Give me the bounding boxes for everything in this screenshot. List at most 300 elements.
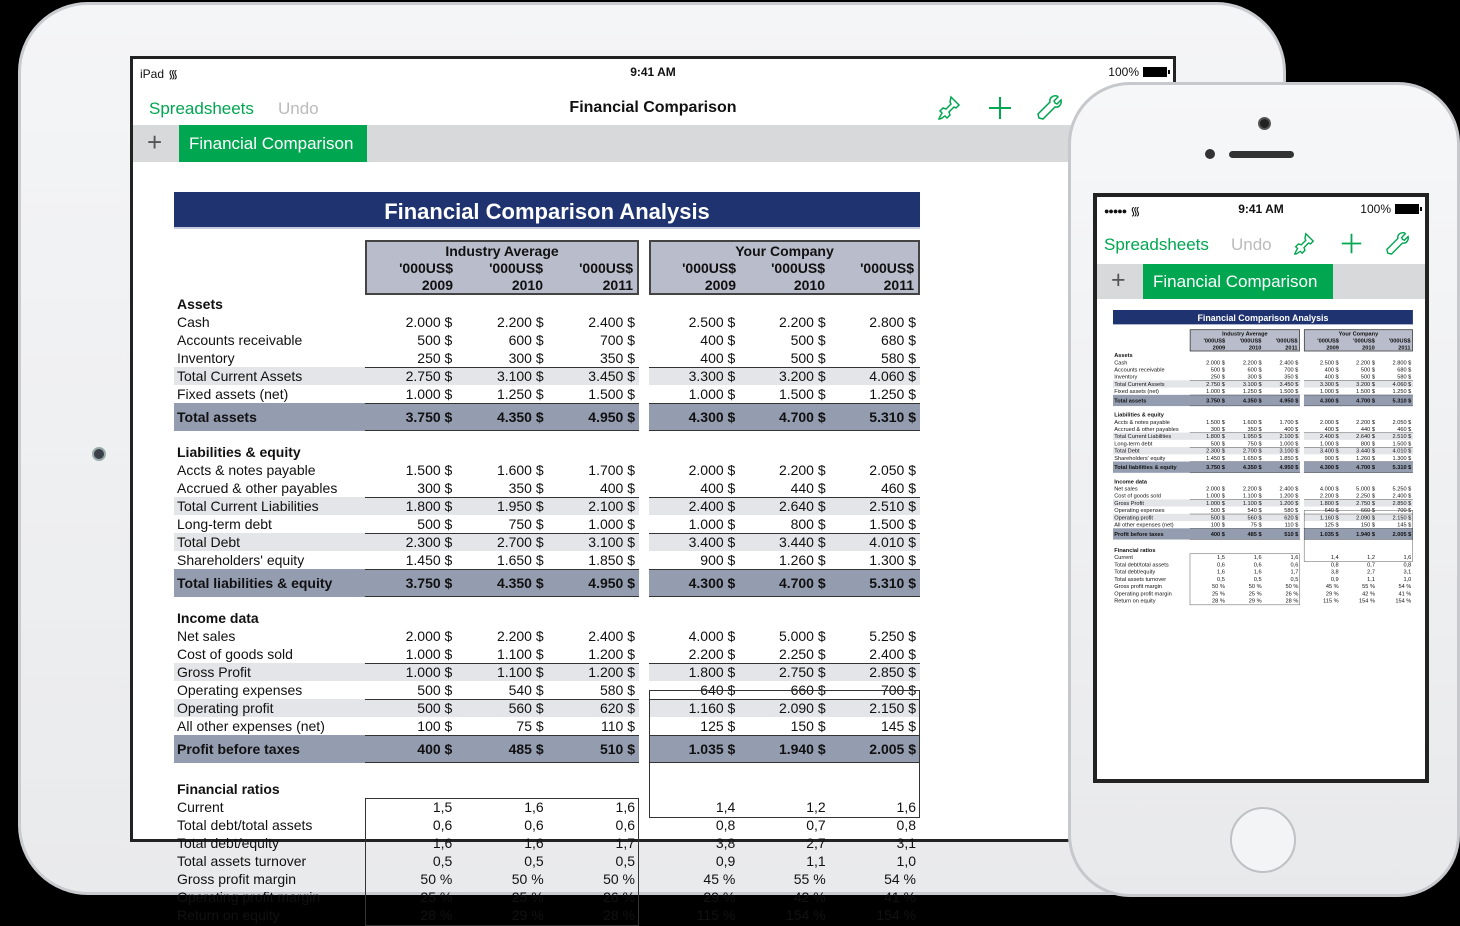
row-label: Gross profit margin xyxy=(1114,583,1162,590)
unit-label: '000US$ xyxy=(651,260,740,277)
section-heading xyxy=(174,295,920,313)
tab-financial-comparison[interactable]: Financial Comparison xyxy=(179,125,367,162)
cell-value: 350 $ xyxy=(548,349,639,367)
cell-value: 1,4 xyxy=(1304,554,1341,561)
cell-value: 42 % xyxy=(739,888,830,906)
cell-value: 4.000 $ xyxy=(648,627,739,645)
cell-value: 115 % xyxy=(1304,597,1341,604)
cell-value: 5.310 $ xyxy=(829,403,920,431)
cell-value: 3.100 $ xyxy=(548,533,639,551)
unit-label: '000US$ xyxy=(547,260,637,277)
table-row xyxy=(174,313,920,331)
cell-value: 2.200 $ xyxy=(1227,359,1264,366)
cell-value: 2.640 $ xyxy=(1340,433,1377,440)
row-label: Total debt/equity xyxy=(177,834,279,852)
table-row xyxy=(1113,359,1413,366)
cell-value: 150 $ xyxy=(1340,521,1377,528)
cell-value: 0,8 xyxy=(829,816,920,834)
add-sheet-button[interactable]: + xyxy=(147,127,162,158)
cell-value: 0,6 xyxy=(1227,561,1264,568)
row-label: Total liabilities & equity xyxy=(1114,462,1176,473)
table-row xyxy=(174,385,920,403)
table-title: Financial Comparison Analysis xyxy=(174,192,920,229)
cell-value: 400 $ xyxy=(648,349,739,367)
iphone-camera xyxy=(1258,117,1271,130)
cell-value: 3,8 xyxy=(648,834,739,852)
wifi-icon: ᯾ xyxy=(168,65,178,82)
cell-value: 580 $ xyxy=(548,681,639,699)
cell-value: 2.750 $ xyxy=(1190,380,1227,387)
cell-value: 1.450 $ xyxy=(365,551,456,569)
ratio-box xyxy=(1304,510,1413,561)
cell-value: 0,6 xyxy=(548,816,639,834)
row-label: Total Current Liabilities xyxy=(177,497,319,515)
cell-value: 500 $ xyxy=(365,515,456,533)
iphone-sensor xyxy=(1205,149,1215,159)
ipad-screen xyxy=(130,56,1176,842)
cell-value: 45 % xyxy=(1304,583,1341,590)
year-row xyxy=(367,277,637,294)
cell-value: 1,6 xyxy=(1190,568,1227,575)
cell-value: 1,6 xyxy=(1376,554,1413,561)
cell-value: 2.200 $ xyxy=(1227,485,1264,492)
row-label: Net sales xyxy=(177,627,235,645)
cell-value: 0,5 xyxy=(1227,575,1264,582)
cell-value: 25 % xyxy=(365,888,456,906)
plus-icon[interactable] xyxy=(987,95,1013,121)
unit-row xyxy=(651,260,918,277)
row-label: Total Current Assets xyxy=(177,367,302,385)
cell-value: 1.160 $ xyxy=(1304,514,1341,521)
cell-value: 3.400 $ xyxy=(648,533,739,551)
cell-value: 2.250 $ xyxy=(1340,492,1377,499)
cell-value: 0,6 xyxy=(457,816,548,834)
cell-value: 2.700 $ xyxy=(1227,447,1264,454)
cell-value: 4.950 $ xyxy=(1263,395,1300,406)
cell-value: 2.750 $ xyxy=(1340,499,1377,506)
cell-value: 600 $ xyxy=(1227,366,1264,373)
year-label: 2011 xyxy=(829,277,918,294)
cell-value: 1.100 $ xyxy=(457,645,548,663)
row-label: Accts & notes payable xyxy=(1114,418,1170,425)
row-label: Profit before taxes xyxy=(177,735,300,763)
status-bar xyxy=(1097,200,1425,218)
cell-value: 125 $ xyxy=(1304,521,1341,528)
row-label: Total debt/total assets xyxy=(177,816,312,834)
table-row xyxy=(174,403,920,431)
cell-value: 2.300 $ xyxy=(365,533,456,551)
cell-value: 500 $ xyxy=(1190,514,1227,521)
group-name: Your Company xyxy=(651,242,918,260)
cell-value: 75 $ xyxy=(457,717,548,735)
row-label: Shareholders' equity xyxy=(1114,454,1165,461)
table-row xyxy=(174,349,920,367)
section-label: Liabilities & equity xyxy=(177,443,301,461)
cell-value: 1.100 $ xyxy=(1227,492,1264,499)
cell-value: 485 $ xyxy=(1227,528,1264,539)
year-label: 2010 xyxy=(1227,344,1263,351)
cell-value: 500 $ xyxy=(739,331,830,349)
cell-value: 1.000 $ xyxy=(648,515,739,533)
row-label: Profit before taxes xyxy=(1114,528,1163,539)
cell-value: 2.000 $ xyxy=(1304,418,1341,425)
cell-value: 2.640 $ xyxy=(739,497,830,515)
cell-value: 1.800 $ xyxy=(1304,499,1341,506)
cell-value: 4.300 $ xyxy=(1304,395,1341,406)
cell-value: 1.700 $ xyxy=(548,461,639,479)
cell-value: 2.250 $ xyxy=(739,645,830,663)
row-label: Total Current Liabilities xyxy=(1114,433,1171,440)
cell-value: 1.500 $ xyxy=(1190,418,1227,425)
year-label: 2009 xyxy=(1191,344,1227,351)
cell-value: 75 $ xyxy=(1227,521,1264,528)
cell-value: 50 % xyxy=(548,870,639,888)
cell-value: 4.010 $ xyxy=(1376,447,1413,454)
cell-value: 1.800 $ xyxy=(648,663,739,681)
cell-value: 2.700 $ xyxy=(457,533,548,551)
cell-value: 0,6 xyxy=(1190,561,1227,568)
cell-value: 2.150 $ xyxy=(829,699,920,717)
spacer xyxy=(174,431,920,443)
cell-value: 1.600 $ xyxy=(1227,418,1264,425)
cell-value: 4.000 $ xyxy=(1304,485,1341,492)
row-label: Accrued & other payables xyxy=(177,479,337,497)
row-label: Fixed assets (net) xyxy=(177,385,288,403)
cell-value: 3.300 $ xyxy=(648,367,739,385)
table-row xyxy=(174,515,920,533)
cell-value: 2.400 $ xyxy=(1376,492,1413,499)
row-label: Total Current Assets xyxy=(1114,380,1164,387)
status-bar xyxy=(133,63,1173,81)
row-label: All other expenses (net) xyxy=(177,717,325,735)
cell-value: 5.250 $ xyxy=(1376,485,1413,492)
cell-value: 350 $ xyxy=(457,479,548,497)
row-label: Total liabilities & equity xyxy=(177,569,332,597)
row-label: Inventory xyxy=(177,349,235,367)
year-row xyxy=(1191,344,1300,351)
clock: 9:41 AM xyxy=(133,65,1173,79)
cell-value: 750 $ xyxy=(1227,440,1264,447)
cell-value: 2.000 $ xyxy=(365,313,456,331)
table-row xyxy=(1113,380,1413,387)
cell-value: 2.050 $ xyxy=(829,461,920,479)
section-label: Financial ratios xyxy=(177,780,280,798)
column-group xyxy=(1304,329,1413,351)
cell-value: 1.000 $ xyxy=(1190,499,1227,506)
table-row xyxy=(174,479,920,497)
group-name: Your Company xyxy=(1305,330,1412,337)
wifi-icon: ᯾ xyxy=(1130,202,1140,219)
spreadsheets-button[interactable]: Spreadsheets xyxy=(1104,235,1209,255)
home-button[interactable] xyxy=(1230,807,1296,873)
cell-value: 5.310 $ xyxy=(1376,395,1413,406)
row-label: Operating expenses xyxy=(177,681,302,699)
unit-label: '000US$ xyxy=(457,260,547,277)
year-label: 2011 xyxy=(1263,344,1299,351)
cell-value: 3,8 xyxy=(1304,568,1341,575)
section-heading xyxy=(174,609,920,627)
row-label: Cost of goods sold xyxy=(1114,492,1161,499)
row-label: Operating profit margin xyxy=(177,888,320,906)
cell-value: 560 $ xyxy=(457,699,548,717)
cell-value: 1,7 xyxy=(1263,568,1300,575)
cell-value: 440 $ xyxy=(1340,425,1377,432)
table-row xyxy=(1113,418,1413,425)
cell-value: 2,7 xyxy=(739,834,830,852)
cell-value: 300 $ xyxy=(1227,373,1264,380)
row-label: Accts & notes payable xyxy=(177,461,316,479)
year-label: 2010 xyxy=(1341,344,1377,351)
iphone-speaker xyxy=(1229,151,1294,158)
cell-value: 400 $ xyxy=(1304,373,1341,380)
cell-value: 154 % xyxy=(739,906,830,924)
cell-value: 55 % xyxy=(739,870,830,888)
section-heading xyxy=(1113,351,1413,358)
cell-value: 700 $ xyxy=(1263,366,1300,373)
row-label: Cost of goods sold xyxy=(177,645,293,663)
cell-value: 440 $ xyxy=(739,479,830,497)
cell-value: 1.850 $ xyxy=(548,551,639,569)
cell-value: 4.700 $ xyxy=(739,403,830,431)
cell-value: 2.100 $ xyxy=(1263,433,1300,440)
cell-value: 0,5 xyxy=(1263,575,1300,582)
cell-value: 2.400 $ xyxy=(548,627,639,645)
cell-value: 145 $ xyxy=(829,717,920,735)
cell-value: 400 $ xyxy=(1304,366,1341,373)
cell-value: 3.400 $ xyxy=(1304,447,1341,454)
table-row xyxy=(174,627,920,645)
tab-financial-comparison[interactable]: Financial Comparison xyxy=(1143,264,1333,299)
cell-value: 29 % xyxy=(457,906,548,924)
table-row xyxy=(1113,425,1413,432)
cell-value: 1.450 $ xyxy=(1190,454,1227,461)
table-row xyxy=(174,569,920,597)
row-label: Gross profit margin xyxy=(177,870,296,888)
cell-value: 300 $ xyxy=(365,479,456,497)
cell-value: 3.440 $ xyxy=(1340,447,1377,454)
cell-value: 1.500 $ xyxy=(1263,388,1300,395)
cell-value: 4.700 $ xyxy=(739,569,830,597)
unit-label: '000US$ xyxy=(829,260,918,277)
cell-value: 1.850 $ xyxy=(1263,454,1300,461)
cell-value: 1.500 $ xyxy=(1340,388,1377,395)
cell-value: 3,1 xyxy=(1376,568,1413,575)
cell-value: 1,7 xyxy=(548,834,639,852)
cell-value: 2.050 $ xyxy=(1376,418,1413,425)
cell-value: 2.100 $ xyxy=(548,497,639,515)
cell-value: 1.940 $ xyxy=(1340,528,1377,539)
cell-value: 1,6 xyxy=(1227,554,1264,561)
cell-value: 4.300 $ xyxy=(648,569,739,597)
cell-value: 0,9 xyxy=(648,852,739,870)
table-row xyxy=(1113,454,1413,461)
cell-value: 1,6 xyxy=(1263,554,1300,561)
row-label: Total assets turnover xyxy=(177,852,306,870)
cell-value: 154 % xyxy=(829,906,920,924)
section-label: Assets xyxy=(1114,351,1132,358)
row-label: Total assets xyxy=(1114,395,1146,406)
group-name: Industry Average xyxy=(1191,330,1300,337)
cell-value: 2.400 $ xyxy=(548,313,639,331)
wrench-icon[interactable] xyxy=(1036,94,1062,120)
cell-value: 2.200 $ xyxy=(648,645,739,663)
cell-value: 50 % xyxy=(1190,583,1227,590)
row-label: Gross Profit xyxy=(177,663,251,681)
cell-value: 640 $ xyxy=(648,681,739,699)
row-label: Accounts receivable xyxy=(1114,366,1164,373)
cell-value: 2.200 $ xyxy=(457,627,548,645)
cell-value: 3.200 $ xyxy=(1340,380,1377,387)
cell-value: 5.310 $ xyxy=(1376,462,1413,473)
cell-value: 1.100 $ xyxy=(457,663,548,681)
row-label: Gross Profit xyxy=(1114,499,1144,506)
cell-value: 1,6 xyxy=(365,834,456,852)
cell-value: 600 $ xyxy=(457,331,548,349)
cell-value: 2.510 $ xyxy=(1376,433,1413,440)
cell-value: 1,4 xyxy=(648,798,739,816)
cell-value: 50 % xyxy=(365,870,456,888)
cell-value: 25 % xyxy=(1190,590,1227,597)
unit-label: '000US$ xyxy=(1263,337,1299,344)
column-group xyxy=(1190,329,1300,351)
table-row xyxy=(1113,388,1413,395)
column-header xyxy=(174,229,920,295)
column-header xyxy=(1113,325,1413,352)
cell-value: 540 $ xyxy=(457,681,548,699)
cell-value: 0,8 xyxy=(648,816,739,834)
cell-value: 2.400 $ xyxy=(1263,485,1300,492)
cell-value: 500 $ xyxy=(1340,366,1377,373)
table-row xyxy=(1113,395,1413,406)
undo-button[interactable]: Undo xyxy=(1231,235,1272,255)
cell-value: 2.005 $ xyxy=(829,735,920,763)
iphone-screen xyxy=(1093,193,1429,783)
cell-value: 250 $ xyxy=(1190,373,1227,380)
unit-label: '000US$ xyxy=(1227,337,1263,344)
row-label: Accrued & other payables xyxy=(1114,425,1178,432)
ipad-camera xyxy=(92,447,106,461)
cell-value: 3.200 $ xyxy=(739,367,830,385)
cell-value: 1.950 $ xyxy=(457,497,548,515)
cell-value: 1.000 $ xyxy=(648,385,739,403)
undo-button[interactable]: Undo xyxy=(278,99,319,119)
cell-value: 2.000 $ xyxy=(1190,485,1227,492)
cell-value: 0,9 xyxy=(1304,575,1341,582)
spreadsheets-button[interactable]: Spreadsheets xyxy=(149,99,254,119)
unit-label: '000US$ xyxy=(740,260,829,277)
cell-value: 2.200 $ xyxy=(1340,359,1377,366)
year-label: 2010 xyxy=(740,277,829,294)
cell-value: 2.400 $ xyxy=(1263,359,1300,366)
wrench-icon[interactable] xyxy=(1385,231,1409,255)
cell-value: 500 $ xyxy=(365,699,456,717)
unit-row xyxy=(1305,337,1412,344)
sheet-tab-bar xyxy=(1097,264,1425,299)
row-label: Total Debt xyxy=(1114,447,1139,454)
cell-value: 2.300 $ xyxy=(1190,447,1227,454)
row-label: Accounts receivable xyxy=(177,331,302,349)
section-label: Assets xyxy=(177,295,223,313)
row-label: Operating profit xyxy=(177,699,274,717)
cell-value: 0,5 xyxy=(1190,575,1227,582)
cell-value: 640 $ xyxy=(1304,507,1341,514)
battery-percent: 100% xyxy=(1108,65,1139,79)
paintbrush-icon[interactable] xyxy=(936,94,962,120)
row-label: Current xyxy=(177,798,224,816)
cell-value: 2.000 $ xyxy=(365,627,456,645)
cell-value: 1.200 $ xyxy=(548,663,639,681)
column-group xyxy=(365,240,639,295)
cell-value: 1.940 $ xyxy=(739,735,830,763)
financial-table xyxy=(174,192,920,924)
cell-value: 1.000 $ xyxy=(1263,440,1300,447)
cell-value: 28 % xyxy=(1263,597,1300,604)
cell-value: 1,6 xyxy=(548,798,639,816)
document-title: Financial Comparison xyxy=(133,99,1173,117)
cell-value: 5.000 $ xyxy=(1340,485,1377,492)
cell-value: 400 $ xyxy=(1304,425,1341,432)
cell-value: 750 $ xyxy=(457,515,548,533)
cell-value: 28 % xyxy=(1190,597,1227,604)
cell-value: 110 $ xyxy=(1263,521,1300,528)
cell-value: 500 $ xyxy=(1190,507,1227,514)
row-label: Shareholders' equity xyxy=(177,551,304,569)
cell-value: 0,6 xyxy=(365,816,456,834)
nav-bar xyxy=(1097,225,1425,265)
unit-row xyxy=(367,260,637,277)
clock: 9:41 AM xyxy=(1097,202,1425,216)
cell-value: 2.200 $ xyxy=(739,313,830,331)
section-heading xyxy=(1113,411,1413,418)
cell-value: 4.060 $ xyxy=(1376,380,1413,387)
cell-value: 900 $ xyxy=(648,551,739,569)
cell-value: 1.260 $ xyxy=(1340,454,1377,461)
plus-icon[interactable] xyxy=(1340,232,1363,255)
cell-value: 460 $ xyxy=(829,479,920,497)
table-row xyxy=(1113,447,1413,454)
paintbrush-icon[interactable] xyxy=(1292,231,1316,255)
cell-value: 1.500 $ xyxy=(739,385,830,403)
table-row xyxy=(1113,373,1413,380)
cell-value: 2.200 $ xyxy=(1340,418,1377,425)
cell-value: 1.250 $ xyxy=(829,385,920,403)
cell-value: 660 $ xyxy=(1340,507,1377,514)
cell-value: 700 $ xyxy=(1376,507,1413,514)
add-sheet-button[interactable]: + xyxy=(1111,266,1126,295)
cell-value: 1.000 $ xyxy=(365,385,456,403)
cell-value: 1.000 $ xyxy=(1190,388,1227,395)
year-label: 2009 xyxy=(1305,344,1341,351)
cell-value: 41 % xyxy=(829,888,920,906)
cell-value: 1,5 xyxy=(365,798,456,816)
spacer xyxy=(174,597,920,609)
cell-value: 400 $ xyxy=(1263,425,1300,432)
row-label: Total Debt xyxy=(177,533,240,551)
unit-label: '000US$ xyxy=(367,260,457,277)
cell-value: 2.090 $ xyxy=(739,699,830,717)
cell-value: 1,1 xyxy=(1340,575,1377,582)
cell-value: 2.510 $ xyxy=(829,497,920,515)
cell-value: 54 % xyxy=(1376,583,1413,590)
section-label: Income data xyxy=(1114,478,1147,485)
cell-value: 1.300 $ xyxy=(1376,454,1413,461)
cell-value: 1.200 $ xyxy=(548,645,639,663)
cell-value: 510 $ xyxy=(548,735,639,763)
battery-icon xyxy=(1143,67,1167,77)
cell-value: 4.950 $ xyxy=(548,403,639,431)
table-row xyxy=(174,461,920,479)
section-label: Financial ratios xyxy=(1114,546,1155,553)
